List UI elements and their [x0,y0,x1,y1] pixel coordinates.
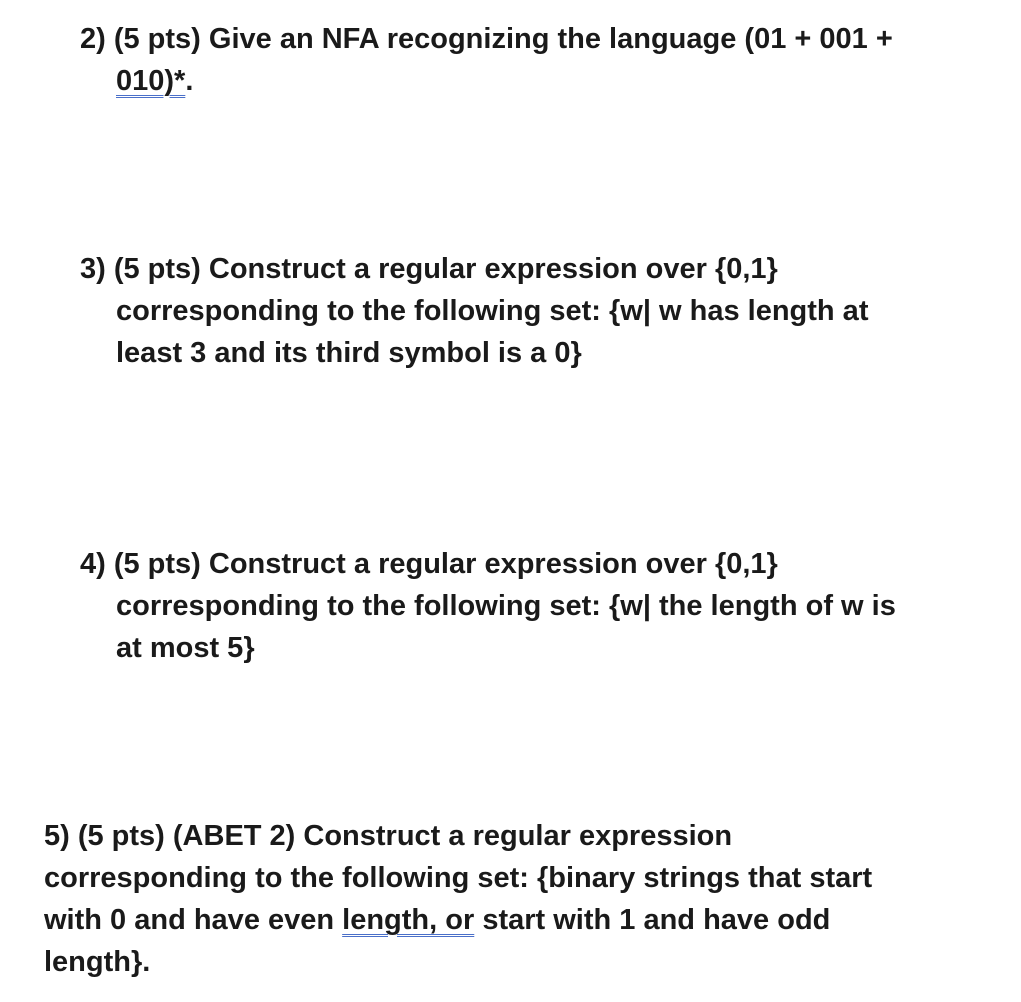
question-4-line-2: corresponding to the following set: {w| the length of w is [116,590,896,622]
question-2 [80,18,893,102]
question-3-line-3: least 3 and its third symbol is a 0} [116,337,582,369]
question-5-line-2: corresponding to the following set: {binary strings that start [44,862,873,894]
question-5-line-3 [44,899,872,941]
grammar-underlined-text[interactable]: length, or [342,904,475,936]
question-5-line-3-start: with 0 and have even [44,904,343,936]
question-5-line-3-end: start with 1 and have odd [474,904,831,936]
question-4-line-3: at most 5} [116,632,255,664]
question-3 [80,248,868,374]
question-4 [80,543,896,669]
question-3-line-1: 3) (5 pts) Construct a regular expression over {0,1} [80,253,778,285]
period: . [185,65,194,97]
question-2-line-1: 2) (5 pts) Give an NFA recognizing the language (01 + 001 + [80,23,893,55]
question-5-line-4: length}. [44,946,151,978]
grammar-underlined-text[interactable]: 010)* [116,65,186,97]
question-5-line-1: 5) (5 pts) (ABET 2) Construct a regular expression [44,820,733,852]
question-5 [44,815,872,983]
question-3-line-2: corresponding to the following set: {w| w has length at [116,295,869,327]
question-2-line-2 [80,60,893,102]
question-4-line-1: 4) (5 pts) Construct a regular expression over {0,1} [80,548,778,580]
